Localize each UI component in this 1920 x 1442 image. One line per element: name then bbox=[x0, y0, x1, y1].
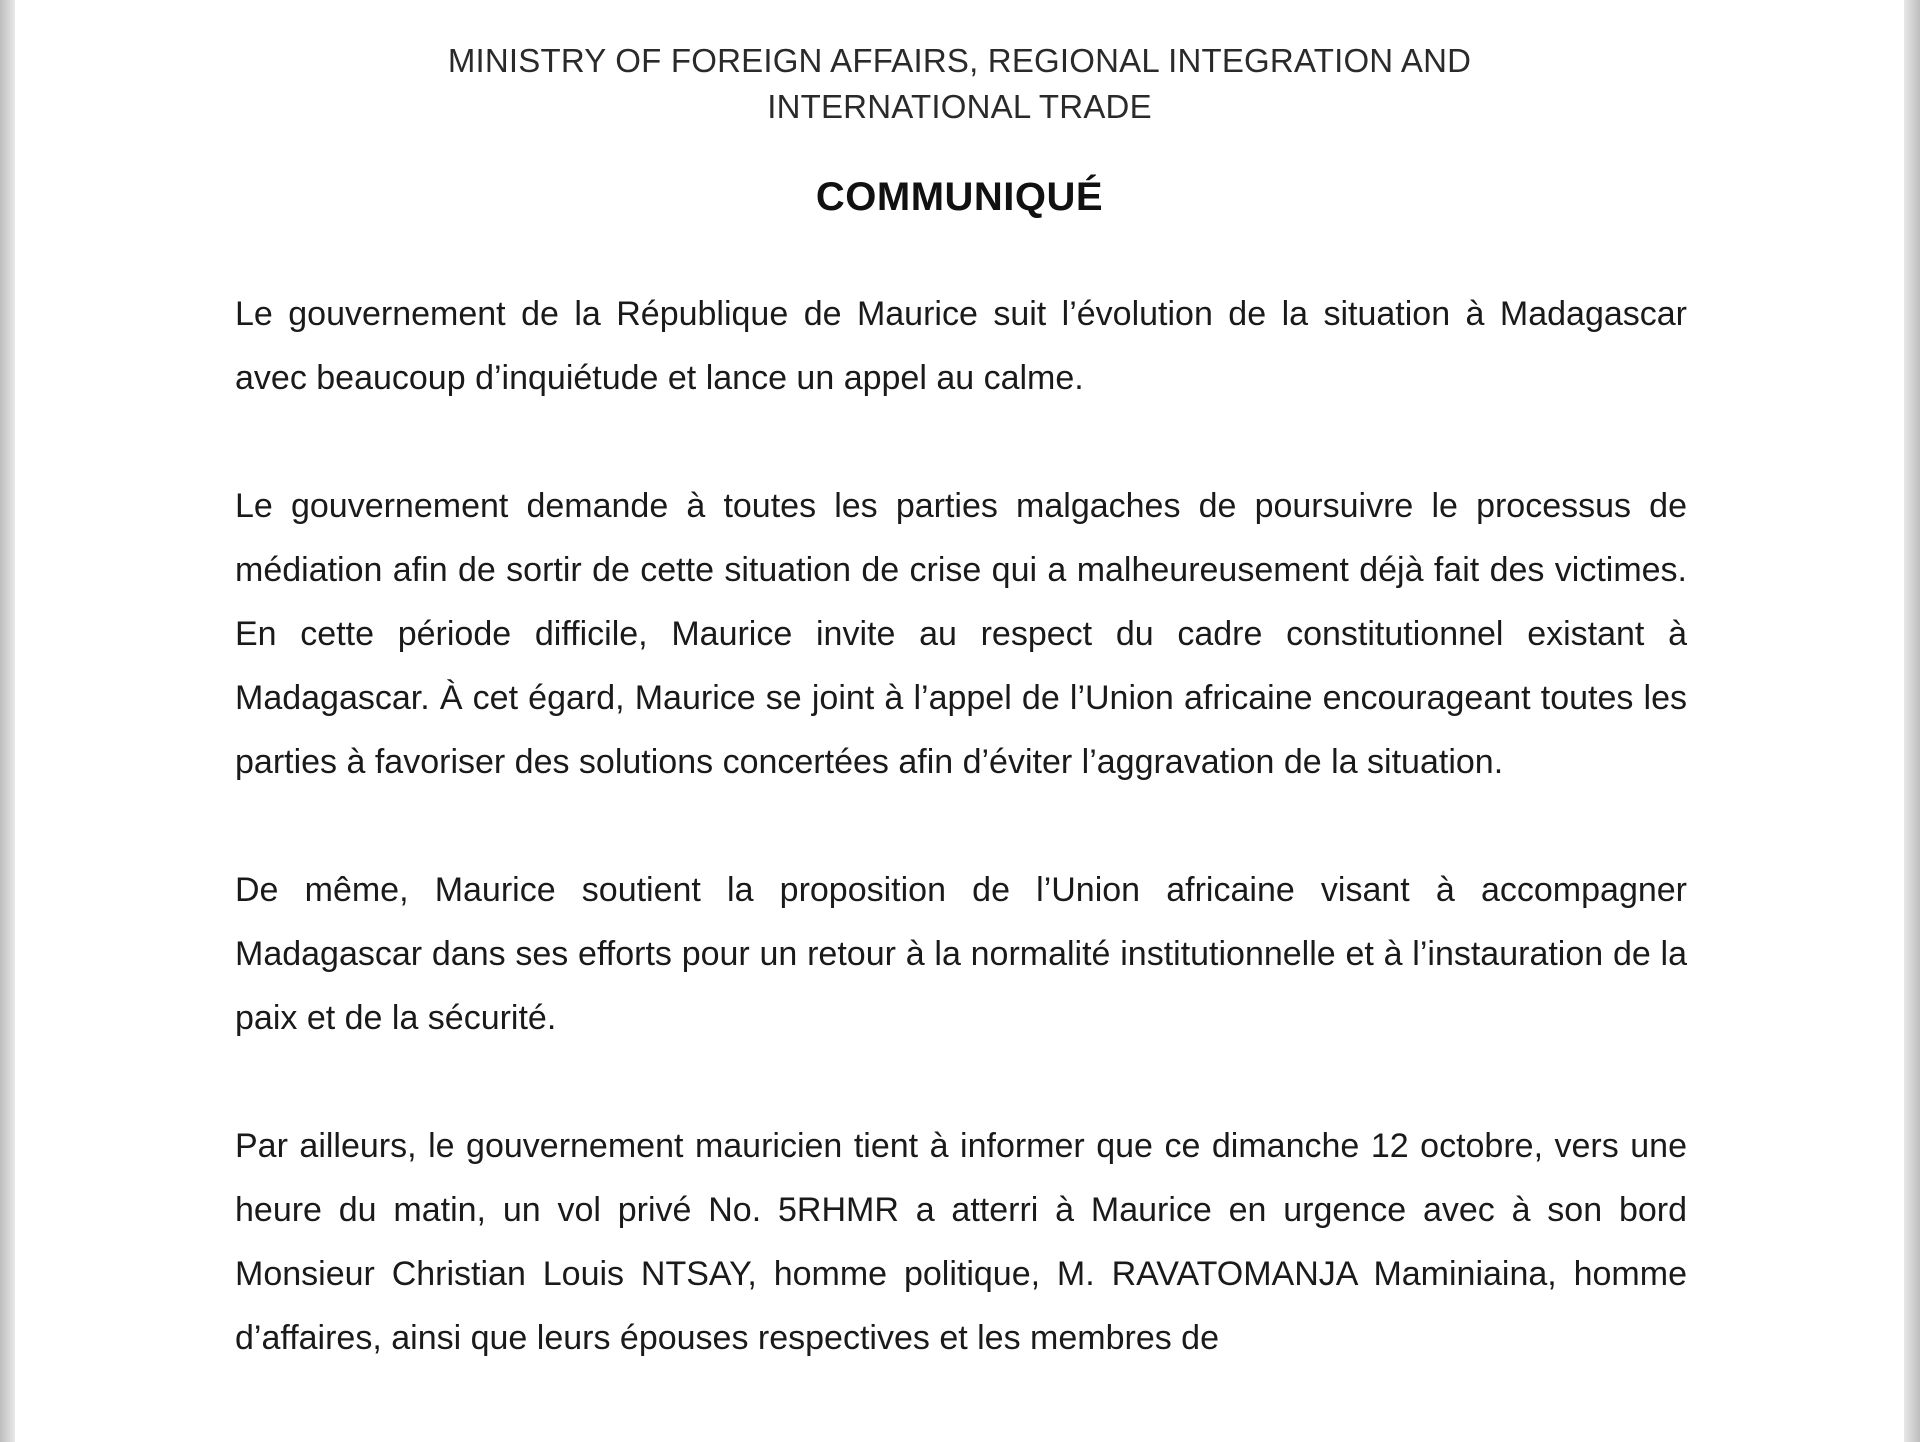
paragraph-2: Le gouvernement demande à toutes les parties malgaches de poursuivre le processus de médiation afin de sortir de cette situation de crise qui a malheureusement déjà fait des victimes. En cette période difficile, Maurice invite au respect du cadre constitutionnel existant à Madagascar. À cet égard, Maurice se joint à l’appel de l’Union africaine encourageant toutes les parties à favoriser des solutions concertées afin d’éviter l’aggravation de la situation. bbox=[235, 487, 1687, 781]
document-page bbox=[15, 0, 1904, 1442]
ministry-header bbox=[15, 38, 1904, 130]
ministry-line-2: INTERNATIONAL TRADE bbox=[767, 88, 1152, 125]
paragraph-4: Par ailleurs, le gouvernement mauricien tient à informer que ce dimanche 12 octobre, vers une heure du matin, un vol privé No. 5RHMR a atterri à Maurice en urgence avec à son bord Monsieur Christian Louis NTSAY, homme politique, M. RAVATOMANJA Maminiaina, homme d’affaires, ainsi que leurs épouses respectives et les membres de bbox=[235, 1127, 1687, 1357]
paragraph-1: Le gouvernement de la République de Maurice suit l’évolution de la situation à Madagascar avec beaucoup d’inquiétude et lance un appel au calme. bbox=[235, 295, 1687, 397]
document-title: COMMUNIQUÉ bbox=[815, 175, 1104, 219]
page-shadow-right bbox=[1904, 0, 1920, 1442]
ministry-line-1: MINISTRY OF FOREIGN AFFAIRS, REGIONAL INTEGRATION AND bbox=[447, 42, 1472, 79]
document-body bbox=[235, 282, 1687, 1434]
paragraph-3: De même, Maurice soutient la proposition de l’Union africaine visant à accompagner Madagascar dans ses efforts pour un retour à la normalité institutionnelle et à l’instauration de la paix et de la sécurité. bbox=[235, 871, 1687, 1037]
page-shadow-left bbox=[0, 0, 15, 1442]
